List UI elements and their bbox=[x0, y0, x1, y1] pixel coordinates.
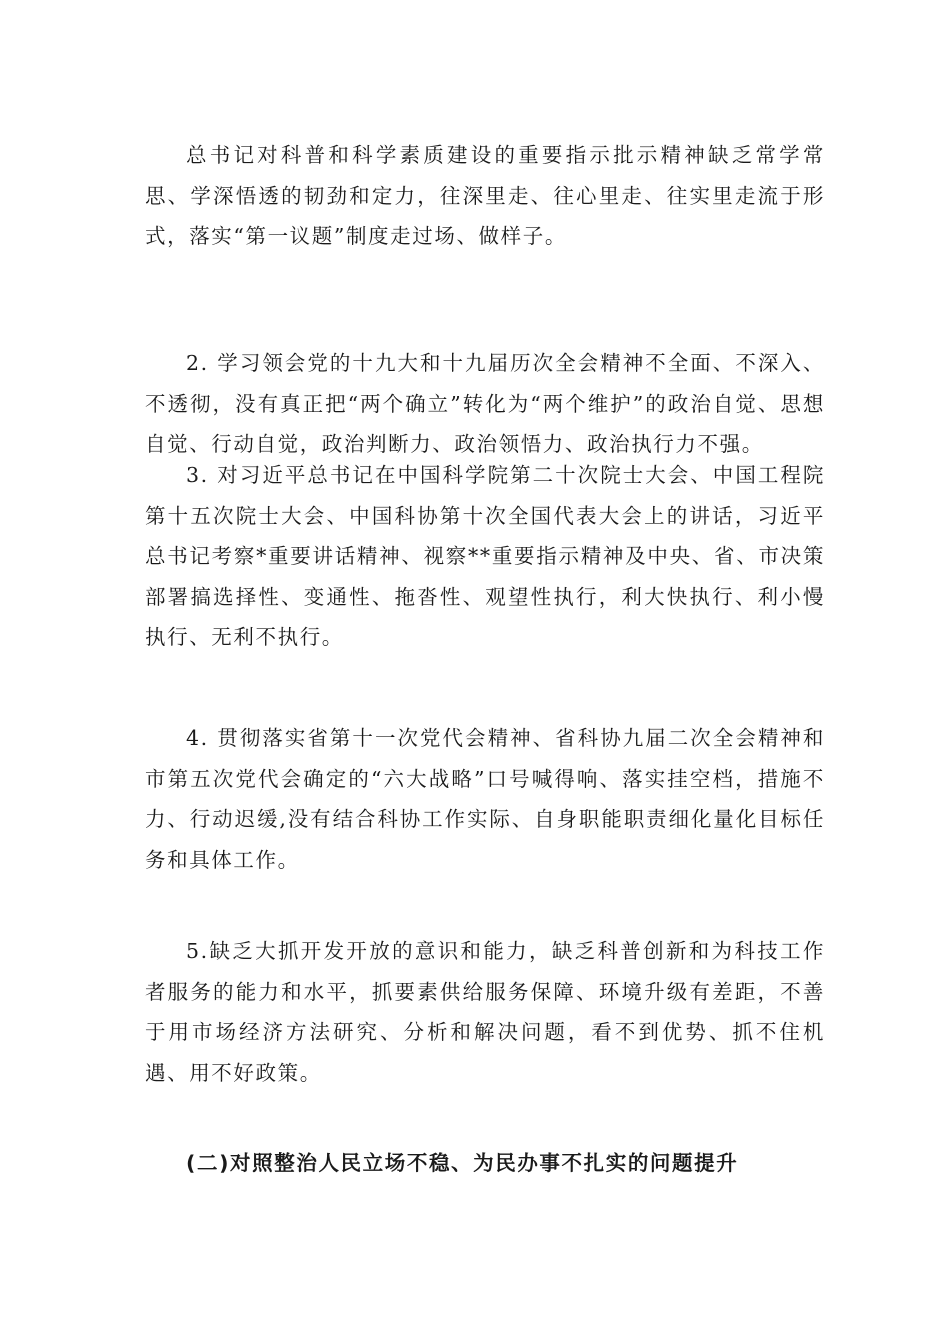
paragraph-item-4: 4. 贯彻落实省第十一次党代会精神、省科协九届二次全会精神和市第五次党代会确定的“六大战略”口号喊得响、落实挂空档，措施不力、行动迟缓,没有结合科协工作实际、自身职能职责细化量化目标任务和具体工作。 bbox=[145, 726, 825, 872]
paragraph-item-3: 3. 对习近平总书记在中国科学院第二十次院士大会、中国工程院第十五次院士大会、中国科协第十次全国代表大会上的讲话，习近平总书记考察*重要讲话精神、视察**重要指示精神及中央、省、市决策部署搞选择性、变通性、拖沓性、观望性执行，利大快执行、利小慢执行、无利不执行。 bbox=[145, 463, 825, 649]
section-heading: (二)对照整治人民立场不稳、为民办事不扎实的问题提升 bbox=[186, 1151, 739, 1175]
paragraph-item-5: 5.缺乏大抓开发开放的意识和能力，缺乏科普创新和为科技工作者服务的能力和水平，抓要素供给服务保障、环境升级有差距，不善于用市场经济方法研究、分析和解决问题，看不到优势、抓不住机遇、用不好政策。 bbox=[145, 939, 825, 1085]
paragraph-item-2: 2. 学习领会党的十九大和十九届历次全会精神不全面、不深入、不透彻，没有真正把“两个确立”转化为“两个维护”的政治自觉、思想自觉、行动自觉，政治判断力、政治领悟力、政治执行力不强。 bbox=[145, 351, 825, 456]
paragraph-continuation: 总书记对科普和科学素质建设的重要指示批示精神缺乏常学常思、学深悟透的韧劲和定力，往深里走、往心里走、往实里走流于形式，落实“第一议题”制度走过场、做样子。 bbox=[145, 143, 825, 248]
